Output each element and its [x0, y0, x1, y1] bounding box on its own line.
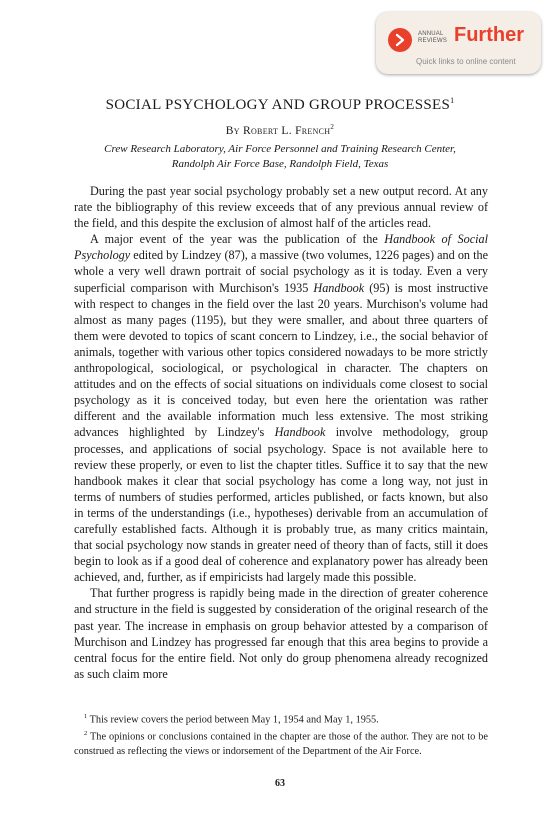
annual-reviews-logo-icon: [388, 28, 412, 52]
italic-title-text: Handbook of Social Psychology: [74, 232, 488, 263]
reviews-label: REVIEWS: [418, 38, 448, 44]
body-paragraph: [74, 231, 488, 585]
italic-title-text: Handbook: [274, 425, 326, 440]
body-paragraph: [74, 183, 488, 231]
paragraph-text: During the past year social psychology probably set a new output record. At any rate the bibliography of this review exceeds that of any previous annual review of the field, and this despite the exclusion of almost half of the articles read.: [74, 184, 488, 231]
author-footnote-mark: 2: [330, 123, 335, 131]
footnotes: [74, 710, 488, 759]
footnote-text: The opinions or conclusions contained in the chapter are those of the author. They are not to be construed as reflecting the views or indorsement of the Department of the Air Force.: [74, 731, 488, 757]
author-line: [0, 123, 560, 137]
page-number: 63: [275, 778, 285, 789]
footnote: [74, 727, 488, 758]
article-title: [0, 96, 560, 114]
affiliation-line-2: Randolph Air Force Base, Randolph Field, Texas: [171, 158, 389, 170]
footnote: [74, 710, 488, 727]
footnote-text: This review covers the period between May 1, 1954 and May 1, 1955.: [87, 714, 379, 726]
affiliation-line-1: Crew Research Laboratory, Air Force Personnel and Training Research Center,: [104, 143, 456, 155]
title-footnote-mark: 1: [450, 96, 455, 105]
footnote-mark: 2: [84, 730, 88, 738]
paragraph-text: (95) is most instructive with respect to changes in the field over the last 20 years. Murchison's volume had almost as many pages (1195), but they were smaller, and about three quarters of them were devoted to topics of scant concern to Lindzey, i.e., the social behavior of animals, together with various other topics considered nowadays to be more strictly anthropological, sociological, or psychological in character. The chapters on attitudes and on the effects of social situations on individuals come closest to social psychology as it is conceived today, but even here the orientation was rather different and the available information much less extensive. The most striking advances highlighted by Lindzey's: [74, 280, 488, 440]
article-title-text: SOCIAL PSYCHOLOGY AND GROUP PROCESSES: [105, 97, 451, 113]
paragraph-text: involve methodology, group processes, and applications of social psychology. Space is not available here to review these properly, or even to list the chapter titles. Suffice it to say that the new handbook makes it clear that social psychology has come a long way, not just in terms of numbers of studies performed, articles published, or facts known, but also in terms of the understandings (i.e., hypotheses) derivable from an accumulation of carefully established facts. Although it is probably true, as many critics maintain, that social psychology now stands in greater need of theory than of facts, still it does begin to look as if a good deal of coherence and explanatory power has already been achieved, and, further, as if empiricists had largely made this possible.: [74, 425, 488, 585]
author-name: By Robert L. French: [225, 124, 331, 137]
body-paragraph: [74, 585, 488, 682]
paragraph-text: That further progress is rapidly being made in the direction of greater coherence and structure in the field is suggested by consideration of the original research of the past year. The increase in emphasis on group behavior attested by a comparison of Murchison and Lindzey has progressed far enough that this area begins to provide a central focus for the entire field. Not only do group phenomena already recognized as such claim more: [74, 586, 488, 681]
further-label: Further: [454, 24, 524, 46]
paragraph-text: edited by Lindzey (87), a massive (two volumes, 1226 pages) and on the whole a very well drawn portrait of social psychology as it is today. Even a very superficial comparison with Murchison's 1935: [74, 248, 488, 295]
paragraph-text: A major event of the year was the publication of the: [90, 232, 385, 247]
article-body: [74, 183, 488, 682]
further-links-badge[interactable]: [376, 12, 541, 74]
annual-label: ANNUAL: [418, 31, 444, 37]
quick-links-label: Quick links to online content: [416, 57, 516, 66]
footnote-mark: 1: [84, 713, 88, 720]
italic-title-text: Handbook: [313, 280, 365, 295]
